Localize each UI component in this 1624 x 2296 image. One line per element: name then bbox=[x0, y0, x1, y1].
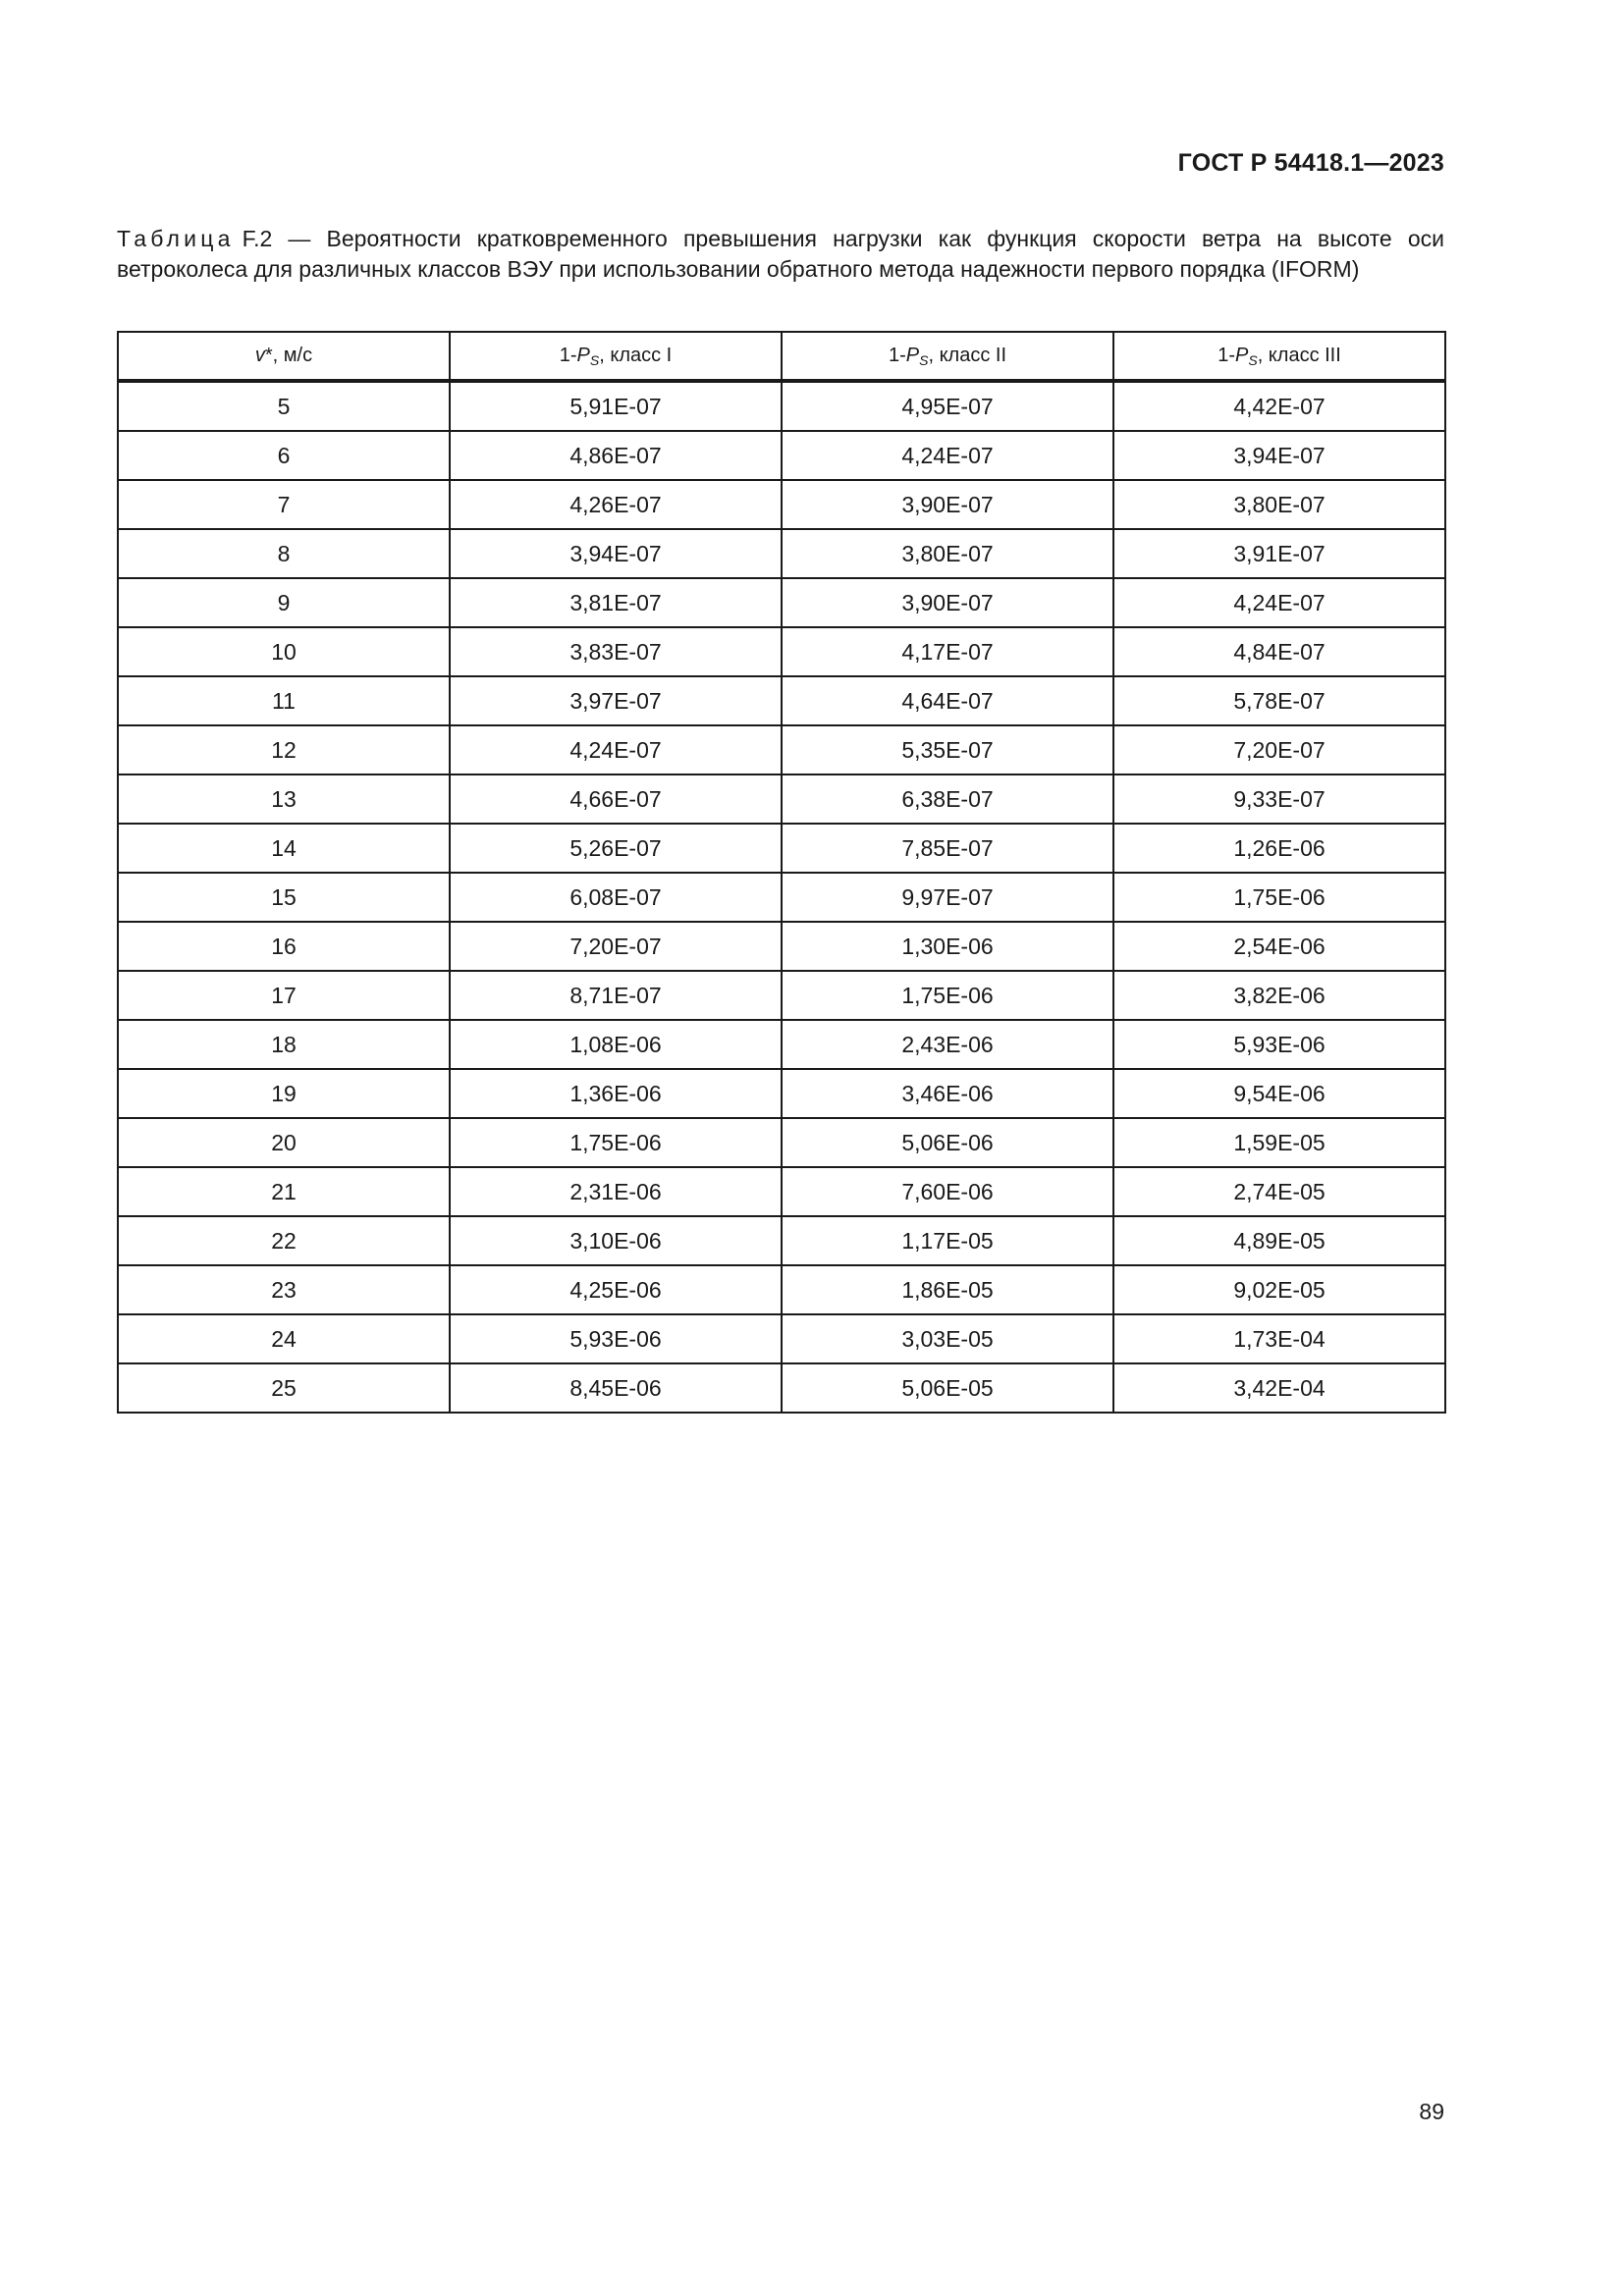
cell-wind-speed: 17 bbox=[118, 971, 450, 1020]
cell-class-1: 2,31E-06 bbox=[450, 1167, 782, 1216]
cell-class-1: 8,71E-07 bbox=[450, 971, 782, 1020]
cell-wind-speed: 24 bbox=[118, 1314, 450, 1363]
cell-class-3: 2,54E-06 bbox=[1113, 922, 1445, 971]
cell-class-2: 1,75E-06 bbox=[782, 971, 1113, 1020]
cell-class-1: 7,20E-07 bbox=[450, 922, 782, 971]
column-header-wind-speed bbox=[118, 332, 450, 381]
cell-class-1: 6,08E-07 bbox=[450, 873, 782, 922]
cell-class-3: 9,33E-07 bbox=[1113, 774, 1445, 824]
table-caption-text: F.2 — Вероятности кратковременного превышения нагрузки как функция скорости ветра на высоте оси ветроколеса для различных классов ВЭУ при использовании обратного метода надежности первого порядка (IFORM) bbox=[117, 226, 1444, 282]
cell-class-3: 1,59E-05 bbox=[1113, 1118, 1445, 1167]
cell-class-3: 2,74E-05 bbox=[1113, 1167, 1445, 1216]
table-row bbox=[118, 1020, 1445, 1069]
cell-class-3: 5,93E-06 bbox=[1113, 1020, 1445, 1069]
cell-class-3: 4,42E-07 bbox=[1113, 381, 1445, 431]
cell-wind-speed: 25 bbox=[118, 1363, 450, 1413]
table-row bbox=[118, 971, 1445, 1020]
cell-class-3: 1,26E-06 bbox=[1113, 824, 1445, 873]
cell-class-2: 7,85E-07 bbox=[782, 824, 1113, 873]
cell-wind-speed: 12 bbox=[118, 725, 450, 774]
cell-wind-speed: 21 bbox=[118, 1167, 450, 1216]
column-header-subscript: S bbox=[1248, 351, 1258, 368]
cell-wind-speed: 10 bbox=[118, 627, 450, 676]
cell-class-3: 1,73E-04 bbox=[1113, 1314, 1445, 1363]
cell-wind-speed: 5 bbox=[118, 381, 450, 431]
table-row bbox=[118, 431, 1445, 480]
cell-class-1: 4,25E-06 bbox=[450, 1265, 782, 1314]
table-row bbox=[118, 381, 1445, 431]
column-header-symbol: v bbox=[254, 345, 265, 366]
table-row bbox=[118, 922, 1445, 971]
cell-class-2: 3,03E-05 bbox=[782, 1314, 1113, 1363]
column-header-class-3 bbox=[1113, 332, 1445, 381]
cell-class-2: 3,90E-07 bbox=[782, 578, 1113, 627]
column-header-subscript: S bbox=[589, 351, 600, 368]
cell-class-3: 3,91E-07 bbox=[1113, 529, 1445, 578]
table-row bbox=[118, 873, 1445, 922]
cell-wind-speed: 23 bbox=[118, 1265, 450, 1314]
cell-wind-speed: 14 bbox=[118, 824, 450, 873]
table-row bbox=[118, 1167, 1445, 1216]
column-header-label: , класс I bbox=[599, 344, 673, 366]
column-header-label: , класс II bbox=[928, 344, 1007, 366]
cell-wind-speed: 19 bbox=[118, 1069, 450, 1118]
cell-class-2: 6,38E-07 bbox=[782, 774, 1113, 824]
cell-class-3: 7,20E-07 bbox=[1113, 725, 1445, 774]
cell-wind-speed: 20 bbox=[118, 1118, 450, 1167]
table-row bbox=[118, 1118, 1445, 1167]
cell-class-3: 4,84E-07 bbox=[1113, 627, 1445, 676]
column-header-prefix: 1- bbox=[888, 344, 906, 366]
cell-wind-speed: 13 bbox=[118, 774, 450, 824]
cell-class-1: 3,83E-07 bbox=[450, 627, 782, 676]
cell-class-2: 4,17E-07 bbox=[782, 627, 1113, 676]
cell-class-3: 1,75E-06 bbox=[1113, 873, 1445, 922]
cell-class-3: 9,54E-06 bbox=[1113, 1069, 1445, 1118]
document-code: ГОСТ Р 54418.1—2023 bbox=[1177, 149, 1444, 177]
cell-class-1: 1,75E-06 bbox=[450, 1118, 782, 1167]
cell-class-3: 9,02E-05 bbox=[1113, 1265, 1445, 1314]
table-caption bbox=[117, 224, 1444, 285]
column-header-prefix: 1- bbox=[559, 344, 577, 366]
probability-table bbox=[117, 331, 1446, 1414]
column-header-unit: *, м/с bbox=[264, 345, 313, 366]
cell-wind-speed: 11 bbox=[118, 676, 450, 725]
table-row bbox=[118, 1069, 1445, 1118]
cell-class-2: 4,64E-07 bbox=[782, 676, 1113, 725]
cell-class-2: 1,86E-05 bbox=[782, 1265, 1113, 1314]
cell-wind-speed: 16 bbox=[118, 922, 450, 971]
column-header-label: , класс III bbox=[1257, 344, 1341, 366]
cell-class-2: 5,35E-07 bbox=[782, 725, 1113, 774]
table-body bbox=[118, 381, 1445, 1413]
cell-wind-speed: 15 bbox=[118, 873, 450, 922]
cell-class-2: 4,95E-07 bbox=[782, 381, 1113, 431]
table-header-row bbox=[118, 332, 1445, 381]
table-row bbox=[118, 529, 1445, 578]
cell-class-2: 9,97E-07 bbox=[782, 873, 1113, 922]
cell-class-1: 1,36E-06 bbox=[450, 1069, 782, 1118]
cell-wind-speed: 7 bbox=[118, 480, 450, 529]
cell-wind-speed: 8 bbox=[118, 529, 450, 578]
column-header-prefix: 1- bbox=[1218, 344, 1235, 366]
cell-class-1: 3,10E-06 bbox=[450, 1216, 782, 1265]
cell-class-3: 3,82E-06 bbox=[1113, 971, 1445, 1020]
cell-class-3: 3,94E-07 bbox=[1113, 431, 1445, 480]
table-row bbox=[118, 725, 1445, 774]
cell-class-2: 3,46E-06 bbox=[782, 1069, 1113, 1118]
cell-class-3: 5,78E-07 bbox=[1113, 676, 1445, 725]
table-row bbox=[118, 480, 1445, 529]
table-row bbox=[118, 1216, 1445, 1265]
column-header-symbol: P bbox=[576, 344, 590, 366]
cell-class-1: 4,66E-07 bbox=[450, 774, 782, 824]
cell-class-1: 8,45E-06 bbox=[450, 1363, 782, 1413]
cell-class-3: 3,42E-04 bbox=[1113, 1363, 1445, 1413]
cell-class-1: 5,91E-07 bbox=[450, 381, 782, 431]
cell-class-3: 3,80E-07 bbox=[1113, 480, 1445, 529]
cell-class-1: 4,24E-07 bbox=[450, 725, 782, 774]
cell-class-2: 1,30E-06 bbox=[782, 922, 1113, 971]
cell-class-2: 1,17E-05 bbox=[782, 1216, 1113, 1265]
table-row bbox=[118, 578, 1445, 627]
table-row bbox=[118, 1265, 1445, 1314]
cell-class-2: 3,80E-07 bbox=[782, 529, 1113, 578]
column-header-class-1 bbox=[450, 332, 782, 381]
cell-wind-speed: 9 bbox=[118, 578, 450, 627]
cell-class-1: 3,81E-07 bbox=[450, 578, 782, 627]
column-header-symbol: P bbox=[905, 344, 920, 366]
table-row bbox=[118, 824, 1445, 873]
cell-class-2: 7,60E-06 bbox=[782, 1167, 1113, 1216]
cell-wind-speed: 6 bbox=[118, 431, 450, 480]
cell-class-2: 4,24E-07 bbox=[782, 431, 1113, 480]
cell-wind-speed: 18 bbox=[118, 1020, 450, 1069]
table-row bbox=[118, 1314, 1445, 1363]
cell-class-3: 4,24E-07 bbox=[1113, 578, 1445, 627]
cell-class-2: 5,06E-06 bbox=[782, 1118, 1113, 1167]
column-header-class-2 bbox=[782, 332, 1113, 381]
cell-class-2: 5,06E-05 bbox=[782, 1363, 1113, 1413]
cell-class-1: 4,26E-07 bbox=[450, 480, 782, 529]
column-header-subscript: S bbox=[919, 351, 929, 368]
cell-class-1: 5,26E-07 bbox=[450, 824, 782, 873]
cell-class-2: 3,90E-07 bbox=[782, 480, 1113, 529]
cell-class-1: 1,08E-06 bbox=[450, 1020, 782, 1069]
cell-class-1: 4,86E-07 bbox=[450, 431, 782, 480]
table-row bbox=[118, 774, 1445, 824]
table-row bbox=[118, 1363, 1445, 1413]
cell-wind-speed: 22 bbox=[118, 1216, 450, 1265]
cell-class-1: 3,97E-07 bbox=[450, 676, 782, 725]
column-header-symbol: P bbox=[1235, 344, 1249, 366]
table-caption-prefix: Таблица bbox=[117, 226, 235, 251]
cell-class-3: 4,89E-05 bbox=[1113, 1216, 1445, 1265]
page-number: 89 bbox=[1419, 2099, 1444, 2124]
cell-class-1: 5,93E-06 bbox=[450, 1314, 782, 1363]
table-row bbox=[118, 627, 1445, 676]
cell-class-1: 3,94E-07 bbox=[450, 529, 782, 578]
table-row bbox=[118, 676, 1445, 725]
cell-class-2: 2,43E-06 bbox=[782, 1020, 1113, 1069]
